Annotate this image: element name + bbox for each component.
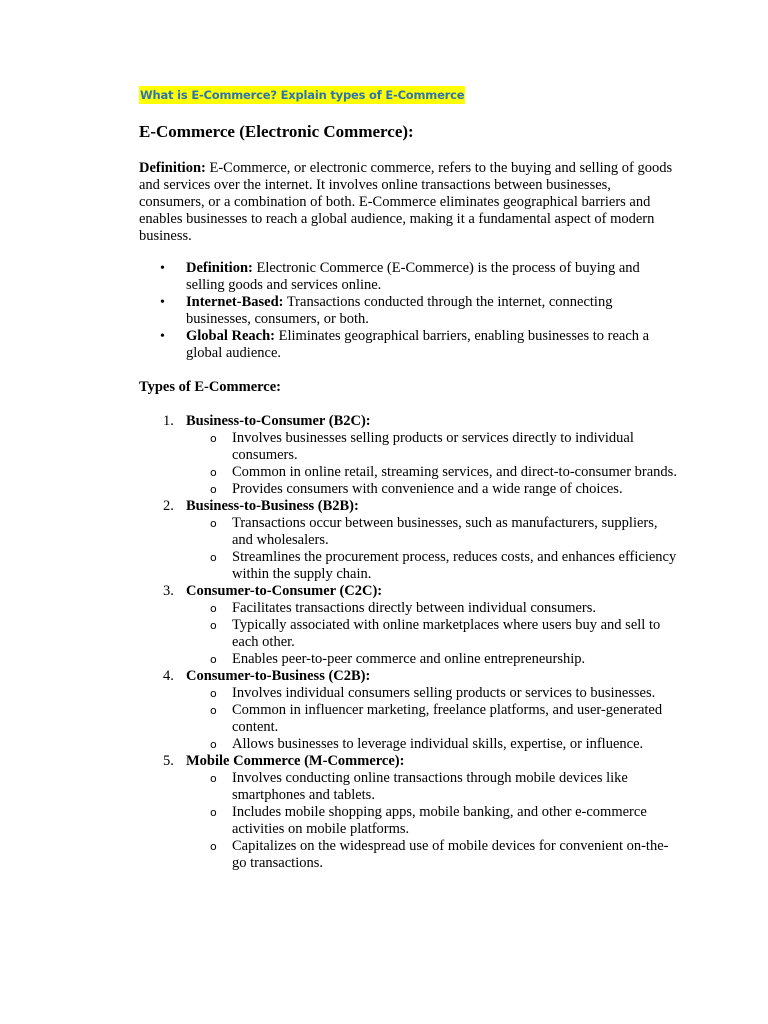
type-point: [186, 464, 679, 481]
type-point-text: Allows businesses to leverage individual skills, expertise, or influence.: [232, 736, 644, 752]
type-points: [186, 600, 679, 668]
bullet-text: Eliminates geographical barriers, enabling businesses to reach a global audience.: [186, 328, 650, 361]
circle-bullet-icon: o: [210, 840, 217, 853]
circle-bullet-icon: o: [210, 772, 217, 785]
bullet-item: [139, 328, 679, 362]
type-points: [186, 770, 679, 872]
type-point: [186, 838, 679, 872]
bullet-icon: •: [160, 261, 165, 276]
circle-bullet-icon: o: [210, 687, 217, 700]
type-point: [186, 481, 679, 498]
bullet-item: [139, 294, 679, 328]
type-points: [186, 515, 679, 583]
type-point-text: Includes mobile shopping apps, mobile banking, and other e-commerce activities on mobile platforms.: [232, 804, 647, 837]
type-points: [186, 685, 679, 753]
bullet-label: Global Reach:: [186, 328, 276, 344]
type-point: [186, 515, 679, 549]
type-point-text: Common in online retail, streaming services, and direct-to-consumer brands.: [232, 464, 677, 480]
type-title: Consumer-to-Business (C2B):: [186, 668, 371, 684]
type-point: [186, 651, 679, 668]
definition-paragraph: [139, 160, 679, 245]
main-heading: E-Commerce (Electronic Commerce):: [139, 122, 414, 141]
circle-bullet-icon: o: [210, 602, 217, 615]
type-item-m-commerce: [139, 753, 679, 872]
type-point: [186, 702, 679, 736]
type-item-b2c: [139, 413, 679, 498]
question-heading: What is E-Commerce? Explain types of E-Commerce: [140, 88, 465, 102]
circle-bullet-icon: o: [210, 738, 217, 751]
circle-bullet-icon: o: [210, 466, 217, 479]
summary-bullet-list: [139, 260, 679, 362]
definition-label: Definition:: [139, 160, 206, 176]
type-title: Business-to-Consumer (B2C):: [186, 413, 371, 429]
types-heading: Types of E-Commerce:: [139, 379, 282, 395]
circle-bullet-icon: o: [210, 806, 217, 819]
type-points: [186, 430, 679, 498]
definition-text: E-Commerce, or electronic commerce, refers to the buying and selling of goods and services over the internet. It involves online transactions between businesses, consumers, or a combination of both. E-Commerce eliminates geographical barriers and enables businesses to reach a global audience, making it a fundamental aspect of modern business.: [139, 160, 673, 244]
type-point-text: Capitalizes on the widespread use of mobile devices for convenient on-the-go transactions.: [232, 838, 669, 871]
type-title: Business-to-Business (B2B):: [186, 498, 359, 514]
type-point-text: Typically associated with online marketplaces where users buy and sell to each other.: [232, 617, 661, 650]
type-point: [186, 804, 679, 838]
bullet-label: Internet-Based:: [186, 294, 284, 310]
bullet-icon: •: [160, 295, 165, 310]
type-item-b2b: [139, 498, 679, 583]
type-point: [186, 549, 679, 583]
type-point: [186, 430, 679, 464]
bullet-item: [139, 260, 679, 294]
circle-bullet-icon: o: [210, 483, 217, 496]
bullet-text: Transactions conducted through the internet, connecting businesses, consumers, or both.: [186, 294, 613, 327]
type-number: 5.: [163, 753, 174, 769]
type-point: [186, 685, 679, 702]
circle-bullet-icon: o: [210, 704, 217, 717]
bullet-text: Electronic Commerce (E-Commerce) is the process of buying and selling goods and services online.: [186, 260, 640, 293]
type-point-text: Streamlines the procurement process, reduces costs, and enhances efficiency within the supply chain.: [232, 549, 677, 582]
type-number: 3.: [163, 583, 174, 599]
type-point-text: Enables peer-to-peer commerce and online entrepreneurship.: [232, 651, 586, 667]
type-number: 2.: [163, 498, 174, 514]
type-point: [186, 770, 679, 804]
type-title: Mobile Commerce (M-Commerce):: [186, 753, 405, 769]
type-number: 1.: [163, 413, 174, 429]
type-item-c2b: [139, 668, 679, 753]
type-point: [186, 736, 679, 753]
type-point-text: Provides consumers with convenience and a wide range of choices.: [232, 481, 623, 497]
type-point-text: Common in influencer marketing, freelance platforms, and user-generated content.: [232, 702, 663, 735]
bullet-label: Definition:: [186, 260, 253, 276]
type-title: Consumer-to-Consumer (C2C):: [186, 583, 383, 599]
type-point-text: Transactions occur between businesses, such as manufacturers, suppliers, and wholesalers.: [232, 515, 658, 548]
type-number: 4.: [163, 668, 174, 684]
type-point-text: Involves businesses selling products or services directly to individual consumers.: [232, 430, 634, 463]
circle-bullet-icon: o: [210, 619, 217, 632]
type-point: [186, 617, 679, 651]
type-item-c2c: [139, 583, 679, 668]
circle-bullet-icon: o: [210, 551, 217, 564]
circle-bullet-icon: o: [210, 653, 217, 666]
type-point: [186, 600, 679, 617]
document-content: [139, 86, 679, 872]
circle-bullet-icon: o: [210, 432, 217, 445]
types-list: [139, 413, 679, 872]
type-point-text: Involves individual consumers selling products or services to businesses.: [232, 685, 656, 701]
circle-bullet-icon: o: [210, 517, 217, 530]
type-point-text: Involves conducting online transactions through mobile devices like smartphones and tablets.: [232, 770, 628, 803]
bullet-icon: •: [160, 329, 165, 344]
type-point-text: Facilitates transactions directly between individual consumers.: [232, 600, 597, 616]
